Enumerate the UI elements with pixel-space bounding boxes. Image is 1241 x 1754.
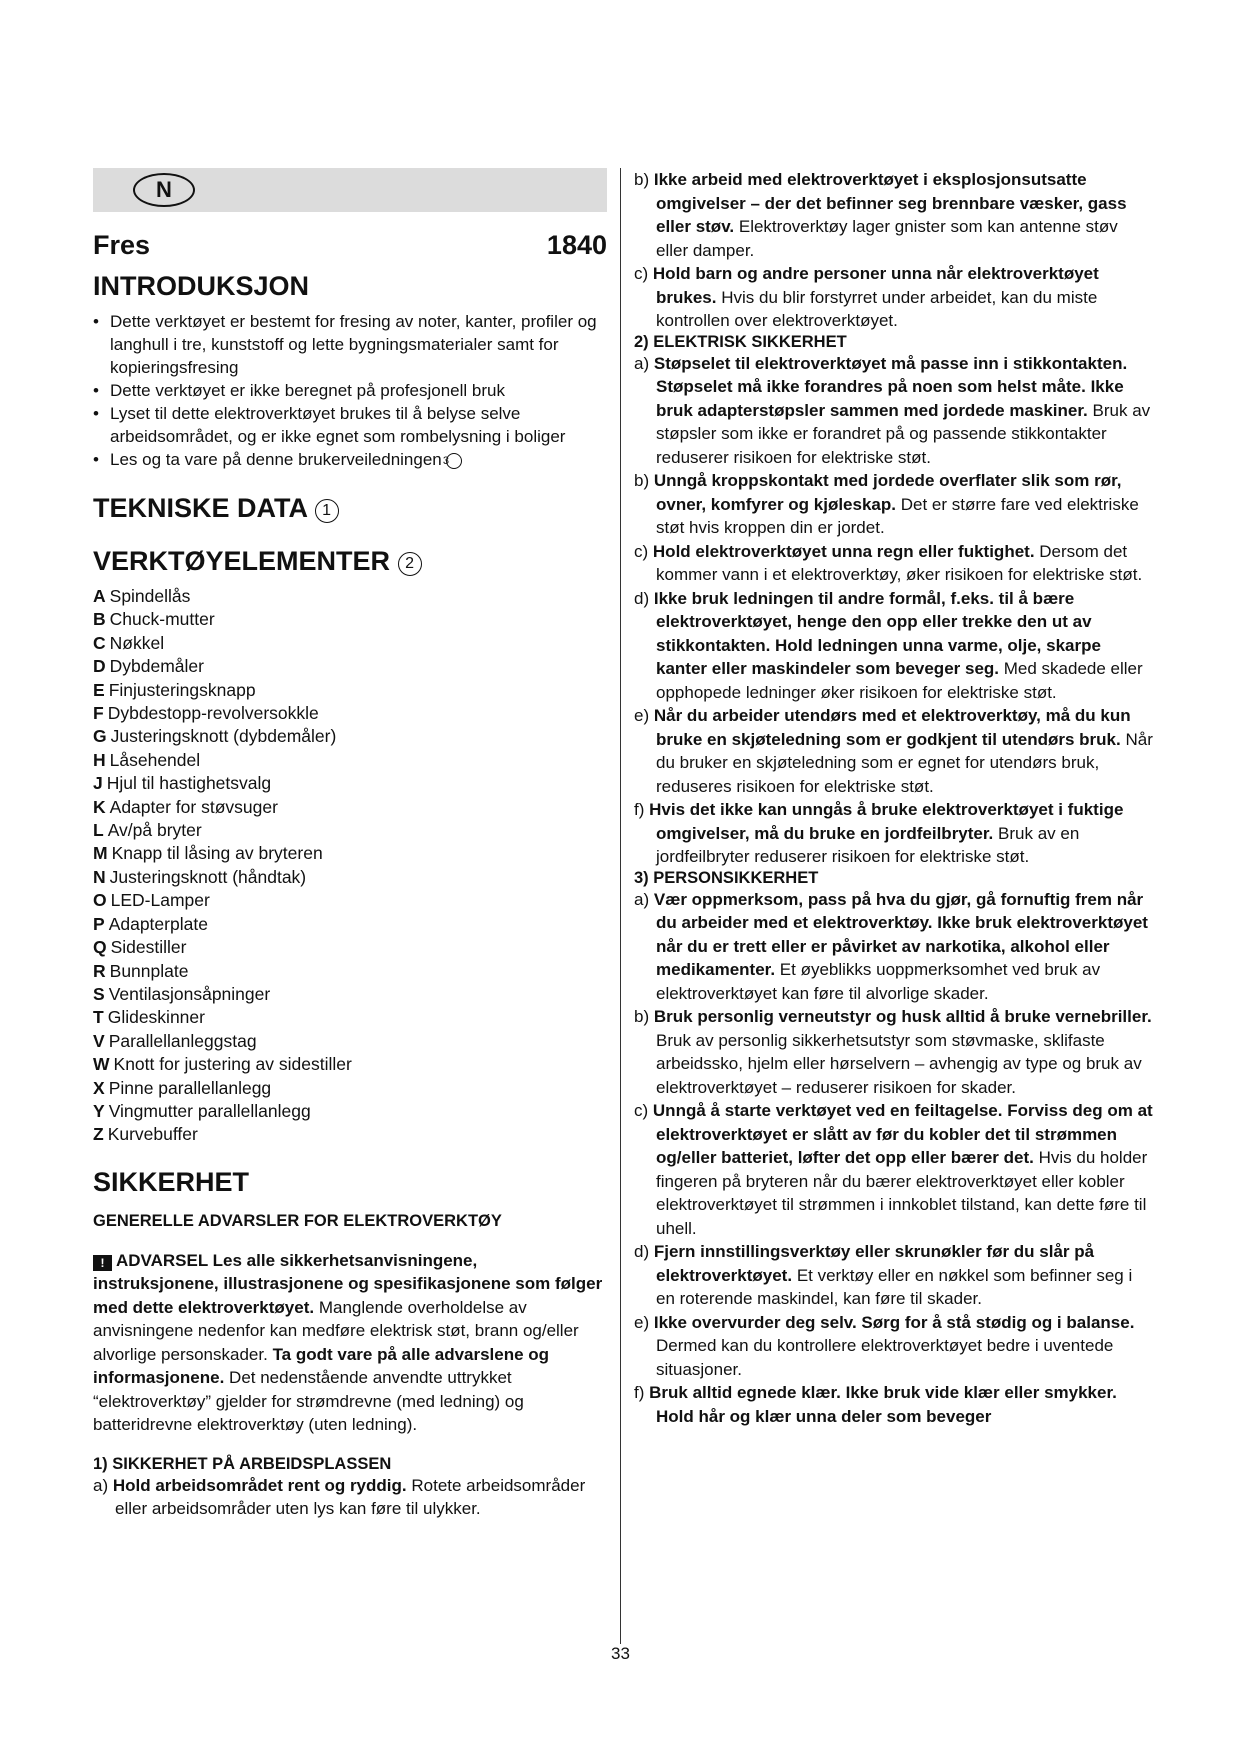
product-title-row <box>93 230 607 261</box>
page-number: 33 <box>611 1644 630 1663</box>
part-item <box>93 889 607 912</box>
part-item <box>93 655 607 678</box>
item-tag: f) <box>634 800 645 819</box>
tech-data-heading-text: TEKNISKE DATA <box>93 493 307 523</box>
part-letter: K <box>93 796 106 817</box>
part-letter: N <box>93 866 106 887</box>
section-3-item-c <box>634 1099 1154 1240</box>
part-letter: F <box>93 703 104 724</box>
item-text: Når du bruker en skjøteledning som er egnet for utendørs bruk, reduseres risikoen for elektriske støt. <box>656 729 1153 796</box>
part-item <box>93 725 607 748</box>
product-model: 1840 <box>546 230 607 260</box>
item-bold: Unngå kroppskontakt med jordede overflater slik som rør, ovner, komfyrer og kjøleskap. <box>653 471 1122 514</box>
part-letter: P <box>93 913 105 934</box>
elements-heading-text: VERKTØYELEMENTER <box>93 546 391 576</box>
section-2-item-f <box>634 798 1154 869</box>
general-warnings-heading: GENERELLE ADVARSLER FOR ELEKTROVERKTØY <box>93 1211 502 1230</box>
section-2-item-c <box>634 540 1154 587</box>
part-letter: J <box>93 773 103 794</box>
part-label: Justeringsknott (håndtak) <box>109 866 307 887</box>
part-item <box>93 796 607 819</box>
section-1-item-a <box>93 1474 607 1521</box>
part-letter: Z <box>93 1124 104 1145</box>
warning-bold-2: Ta godt vare på alle advarslene og informasjonene. <box>93 1344 550 1388</box>
part-label: Av/på bryter <box>107 820 202 841</box>
part-letter: E <box>93 679 105 700</box>
part-letter: M <box>93 843 108 864</box>
left-column <box>93 168 607 1521</box>
language-bar <box>93 168 607 212</box>
part-letter: X <box>93 1077 105 1098</box>
part-label: Adapter for støvsuger <box>109 796 278 817</box>
warning-bold-1: ADVARSEL Les alle sikkerhetsanvisningene, instruksjonene, illustrasjonene og spesifikasjonene som følger med dette elektroverktøyet. <box>93 1250 603 1317</box>
section-3-item-f <box>634 1381 1154 1428</box>
right-column <box>634 168 1154 1428</box>
part-letter: L <box>93 820 104 841</box>
item-tag: b) <box>634 1007 650 1026</box>
intro-bullet-text: Les og ta vare på denne brukerveiledningen <box>110 450 442 469</box>
item-text: Et verktøy eller en nøkkel som befinner seg i en roterende maskindel, kan føre til skader. <box>656 1265 1133 1308</box>
part-item <box>93 819 607 842</box>
section-2-item-e <box>634 704 1154 798</box>
part-item <box>93 983 607 1006</box>
part-label: Bunnplate <box>109 960 189 981</box>
section-2-heading: 2) ELEKTRISK SIKKERHET <box>634 332 847 351</box>
figure-ref-1: 1 <box>315 499 339 523</box>
part-label: Kurvebuffer <box>107 1124 198 1145</box>
item-bold: Bruk personlig verneutstyr og husk alltid å bruke vernebriller. <box>653 1007 1152 1026</box>
part-letter: H <box>93 749 106 770</box>
part-label: LED-Lamper <box>110 890 210 911</box>
part-item <box>93 913 607 936</box>
safety-heading: SIKKERHET <box>93 1166 250 1197</box>
item-tag: b) <box>634 170 650 189</box>
item-bold: Bruk alltid egnede klær. Ikke bruk vide klær eller smykker. Hold hår og klær unna deler som beveger <box>649 1383 1117 1426</box>
part-item <box>93 1077 607 1100</box>
intro-bullet <box>93 448 607 471</box>
part-letter: V <box>93 1030 105 1051</box>
item-text: Med skadede eller opphopede ledninger øker risikoen for elektriske støt. <box>656 659 1143 702</box>
part-letter: A <box>93 586 106 606</box>
part-item <box>93 749 607 772</box>
part-letter: W <box>93 1054 110 1075</box>
part-item <box>93 632 607 655</box>
part-label: Hjul til hastighetsvalg <box>106 773 272 794</box>
item-tag: d) <box>634 1242 650 1261</box>
item-tag: e) <box>634 706 650 725</box>
part-label: Spindellås <box>109 586 191 606</box>
part-item <box>93 772 607 795</box>
intro-bullet: • Dette verktøyet er ikke beregnet på profesjonell bruk <box>93 379 607 402</box>
section-3-item-d <box>634 1240 1154 1311</box>
part-label: Nøkkel <box>109 632 165 653</box>
part-label: Pinne parallellanlegg <box>108 1077 272 1098</box>
item-text: Elektroverktøy lager gnister som kan antenne støv eller damper. <box>656 217 1118 260</box>
part-letter: S <box>93 983 105 1004</box>
elements-heading <box>93 546 607 577</box>
item-tag: c) <box>634 541 649 561</box>
intro-heading: INTRODUKSJON <box>93 271 310 301</box>
language-badge: N <box>133 173 195 207</box>
figure-ref-3: 3 <box>446 453 462 469</box>
part-label: Vingmutter parallellanlegg <box>108 1100 311 1121</box>
part-label: Knapp til låsing av bryteren <box>111 843 323 864</box>
item-text: Dersom det kommer vann i et elektroverktøy, øker risikoen for elektriske støt. <box>656 541 1143 584</box>
part-item <box>93 1100 607 1123</box>
item-tag: d) <box>634 588 650 608</box>
item-tag: a) <box>634 353 650 373</box>
warning-text-1: Manglende overholdelse av anvisningene nedenfor kan medføre elektrisk støt, brann og/eller alvorlige personskader. <box>93 1297 579 1364</box>
part-item <box>93 842 607 865</box>
section-2-item-b <box>634 469 1154 540</box>
item-text: Bruk av personlig sikkerhetsutstyr som støvmaske, sklifaste arbeidssko, hjelm eller hørselvern – avhengig av type og bruk av elektroverktøyet – reduserer risikoen for skader. <box>656 1030 1142 1097</box>
item-text: Hvis du blir forstyrret under arbeidet, kan du miste kontrollen over elektroverktøyet. <box>656 287 1098 330</box>
warning-paragraph <box>93 1249 607 1437</box>
part-item <box>93 608 607 631</box>
part-label: Ventilasjonsåpninger <box>108 983 271 1004</box>
item-text: Bruk av støpsler som ikke er forandret på og passende stikkontakter reduserer risikoen for elektriske støt. <box>656 400 1151 467</box>
part-item <box>93 866 607 889</box>
part-item <box>93 1123 607 1146</box>
item-bold: Hold elektroverktøyet unna regn eller fuktighet. <box>652 541 1035 561</box>
part-item <box>93 702 607 725</box>
part-item <box>93 960 607 983</box>
item-text: Et øyeblikks uoppmerksomhet ved bruk av elektroverktøyet kan føre til alvorlige skader. <box>656 960 1101 1003</box>
item-bold: Støpselet til elektroverktøyet må passe inn i stikkontakten. Støpselet må ikke forandres på noen som helst måte. Ikke bruk adapterstøpsler sammen med jordede maskiner. <box>653 353 1128 420</box>
item-tag: c) <box>634 264 649 283</box>
part-label: Dybdestopp-revolversokkle <box>107 703 319 724</box>
item-text: Det er større fare ved elektriske støt hvis kroppen din er jordet. <box>656 494 1139 537</box>
section-1-item-c <box>634 262 1154 333</box>
item-tag: f) <box>634 1383 645 1402</box>
part-label: Parallellanleggstag <box>108 1030 257 1051</box>
part-label: Låsehendel <box>109 749 201 770</box>
part-label: Dybdemåler <box>109 656 204 677</box>
item-tag: a) <box>93 1475 109 1495</box>
figure-ref-2: 2 <box>398 552 422 576</box>
part-label: Adapterplate <box>108 913 208 934</box>
warning-icon: ! <box>93 1255 112 1271</box>
item-bold: Ikke overvurder deg selv. Sørg for å stå stødig og i balanse. <box>653 1312 1135 1332</box>
item-text: Bruk av en jordfeilbryter reduserer risikoen for elektriske støt. <box>656 823 1080 866</box>
part-letter: Y <box>93 1100 105 1121</box>
section-1-item-b <box>634 168 1154 262</box>
item-bold: Når du arbeider utendørs med et elektroverktøy, må du kun bruke en skjøteledning som er godkjent til utendørs bruk. <box>653 706 1131 749</box>
part-label: Glideskinner <box>107 1007 205 1028</box>
item-tag: c) <box>634 1101 649 1120</box>
item-bold: Hvis det ikke kan unngås å bruke elektroverktøyet i fuktige omgivelser, må du bruke en jordfeilbryter. <box>649 800 1124 843</box>
section-3-item-b <box>634 1005 1154 1099</box>
part-label: Finjusteringsknapp <box>108 679 256 700</box>
item-text: Hvis du holder fingeren på bryteren når du bærer elektroverktøyet eller kobler elektroverktøyet til strømmen i innkoblet tilstand, kan dette føre til uhell. <box>656 1148 1148 1238</box>
part-item <box>93 1030 607 1053</box>
intro-list <box>93 310 607 471</box>
item-bold: Ikke bruk ledningen til andre formål, f.eks. til å bære elektroverktøyet, henge den opp eller trekke den ut av stikkontakten. Hold ledningen unna varme, olje, skarpe kanter eller maskindeler som beveger seg. <box>653 588 1101 678</box>
part-label: Knott for justering av sidestiller <box>113 1054 352 1075</box>
parts-list <box>93 585 607 1147</box>
section-2-item-d <box>634 587 1154 705</box>
product-name: Fres <box>93 230 151 260</box>
part-item <box>93 585 607 608</box>
part-letter: Q <box>93 937 107 958</box>
part-letter: G <box>93 726 107 747</box>
item-text: Dermed kan du kontrollere elektroverktøyet bedre i uventede situasjoner. <box>656 1336 1114 1379</box>
part-item <box>93 679 607 702</box>
intro-bullet: • Dette verktøyet er bestemt for fresing av noter, kanter, profiler og langhull i tre, kunststoff og lette bygningsmaterialer samt for kopieringsfresing <box>93 310 607 379</box>
warning-text-2: Det nedenstående anvendte uttrykket “elektroverktøy” gjelder for strømdrevne (med ledning) og batteridrevne elektroverktøy (uten ledning). <box>93 1368 524 1435</box>
section-2-item-a <box>634 352 1154 470</box>
tech-data-heading <box>93 493 607 524</box>
part-label: Justeringsknott (dybdemåler) <box>110 726 337 747</box>
intro-bullet: • Lyset til dette elektroverktøyet brukes til å belyse selve arbeidsområdet, og er ikke egnet som rombelysning i boliger <box>93 402 607 448</box>
item-text: Rotete arbeidsområder eller arbeidsområder uten lys kan føre til ulykker. <box>115 1475 586 1519</box>
part-letter: R <box>93 960 106 981</box>
part-letter: C <box>93 632 106 653</box>
item-bold: Unngå å starte verktøyet ved en feiltagelse. Forviss deg om at elektroverktøyet er slått av før du kobler det til strømmen og/eller batteriet, løfter det opp eller bærer det. <box>652 1101 1153 1167</box>
part-letter: B <box>93 609 106 630</box>
item-bold: Fjern innstillingsverktøy eller skrunøkler før du slår på elektroverktøyet. <box>653 1242 1095 1285</box>
part-label: Chuck-mutter <box>109 609 215 630</box>
part-item <box>93 936 607 959</box>
item-bold: Ikke arbeid med elektroverktøyet i eksplosjonsutsatte omgivelser – der det befinner seg brennbare væsker, gass eller støv. <box>653 170 1127 236</box>
item-bold: Hold arbeidsområdet rent og ryddig. <box>112 1475 407 1495</box>
section-3-item-e <box>634 1311 1154 1382</box>
item-tag: a) <box>634 889 650 909</box>
part-item <box>93 1053 607 1076</box>
item-bold: Vær oppmerksom, pass på hva du gjør, gå fornuftig frem når du arbeider med et elektroverktøy. Ikke bruk elektroverktøyet når du er trett eller er påvirket av narkotika, alkohol eller medikamenter. <box>653 889 1148 979</box>
part-label: Sidestiller <box>110 937 187 958</box>
column-divider <box>620 168 621 1644</box>
part-letter: D <box>93 656 106 677</box>
part-item <box>93 1006 607 1029</box>
part-letter: T <box>93 1007 104 1028</box>
section-3-item-a <box>634 888 1154 1006</box>
item-bold: Hold barn og andre personer unna når elektroverktøyet brukes. <box>652 264 1099 307</box>
section-1-heading: 1) SIKKERHET PÅ ARBEIDSPLASSEN <box>93 1454 392 1473</box>
section-3-heading: 3) PERSONSIKKERHET <box>634 868 819 887</box>
part-letter: O <box>93 890 107 911</box>
item-tag: b) <box>634 471 650 490</box>
item-tag: e) <box>634 1312 650 1332</box>
